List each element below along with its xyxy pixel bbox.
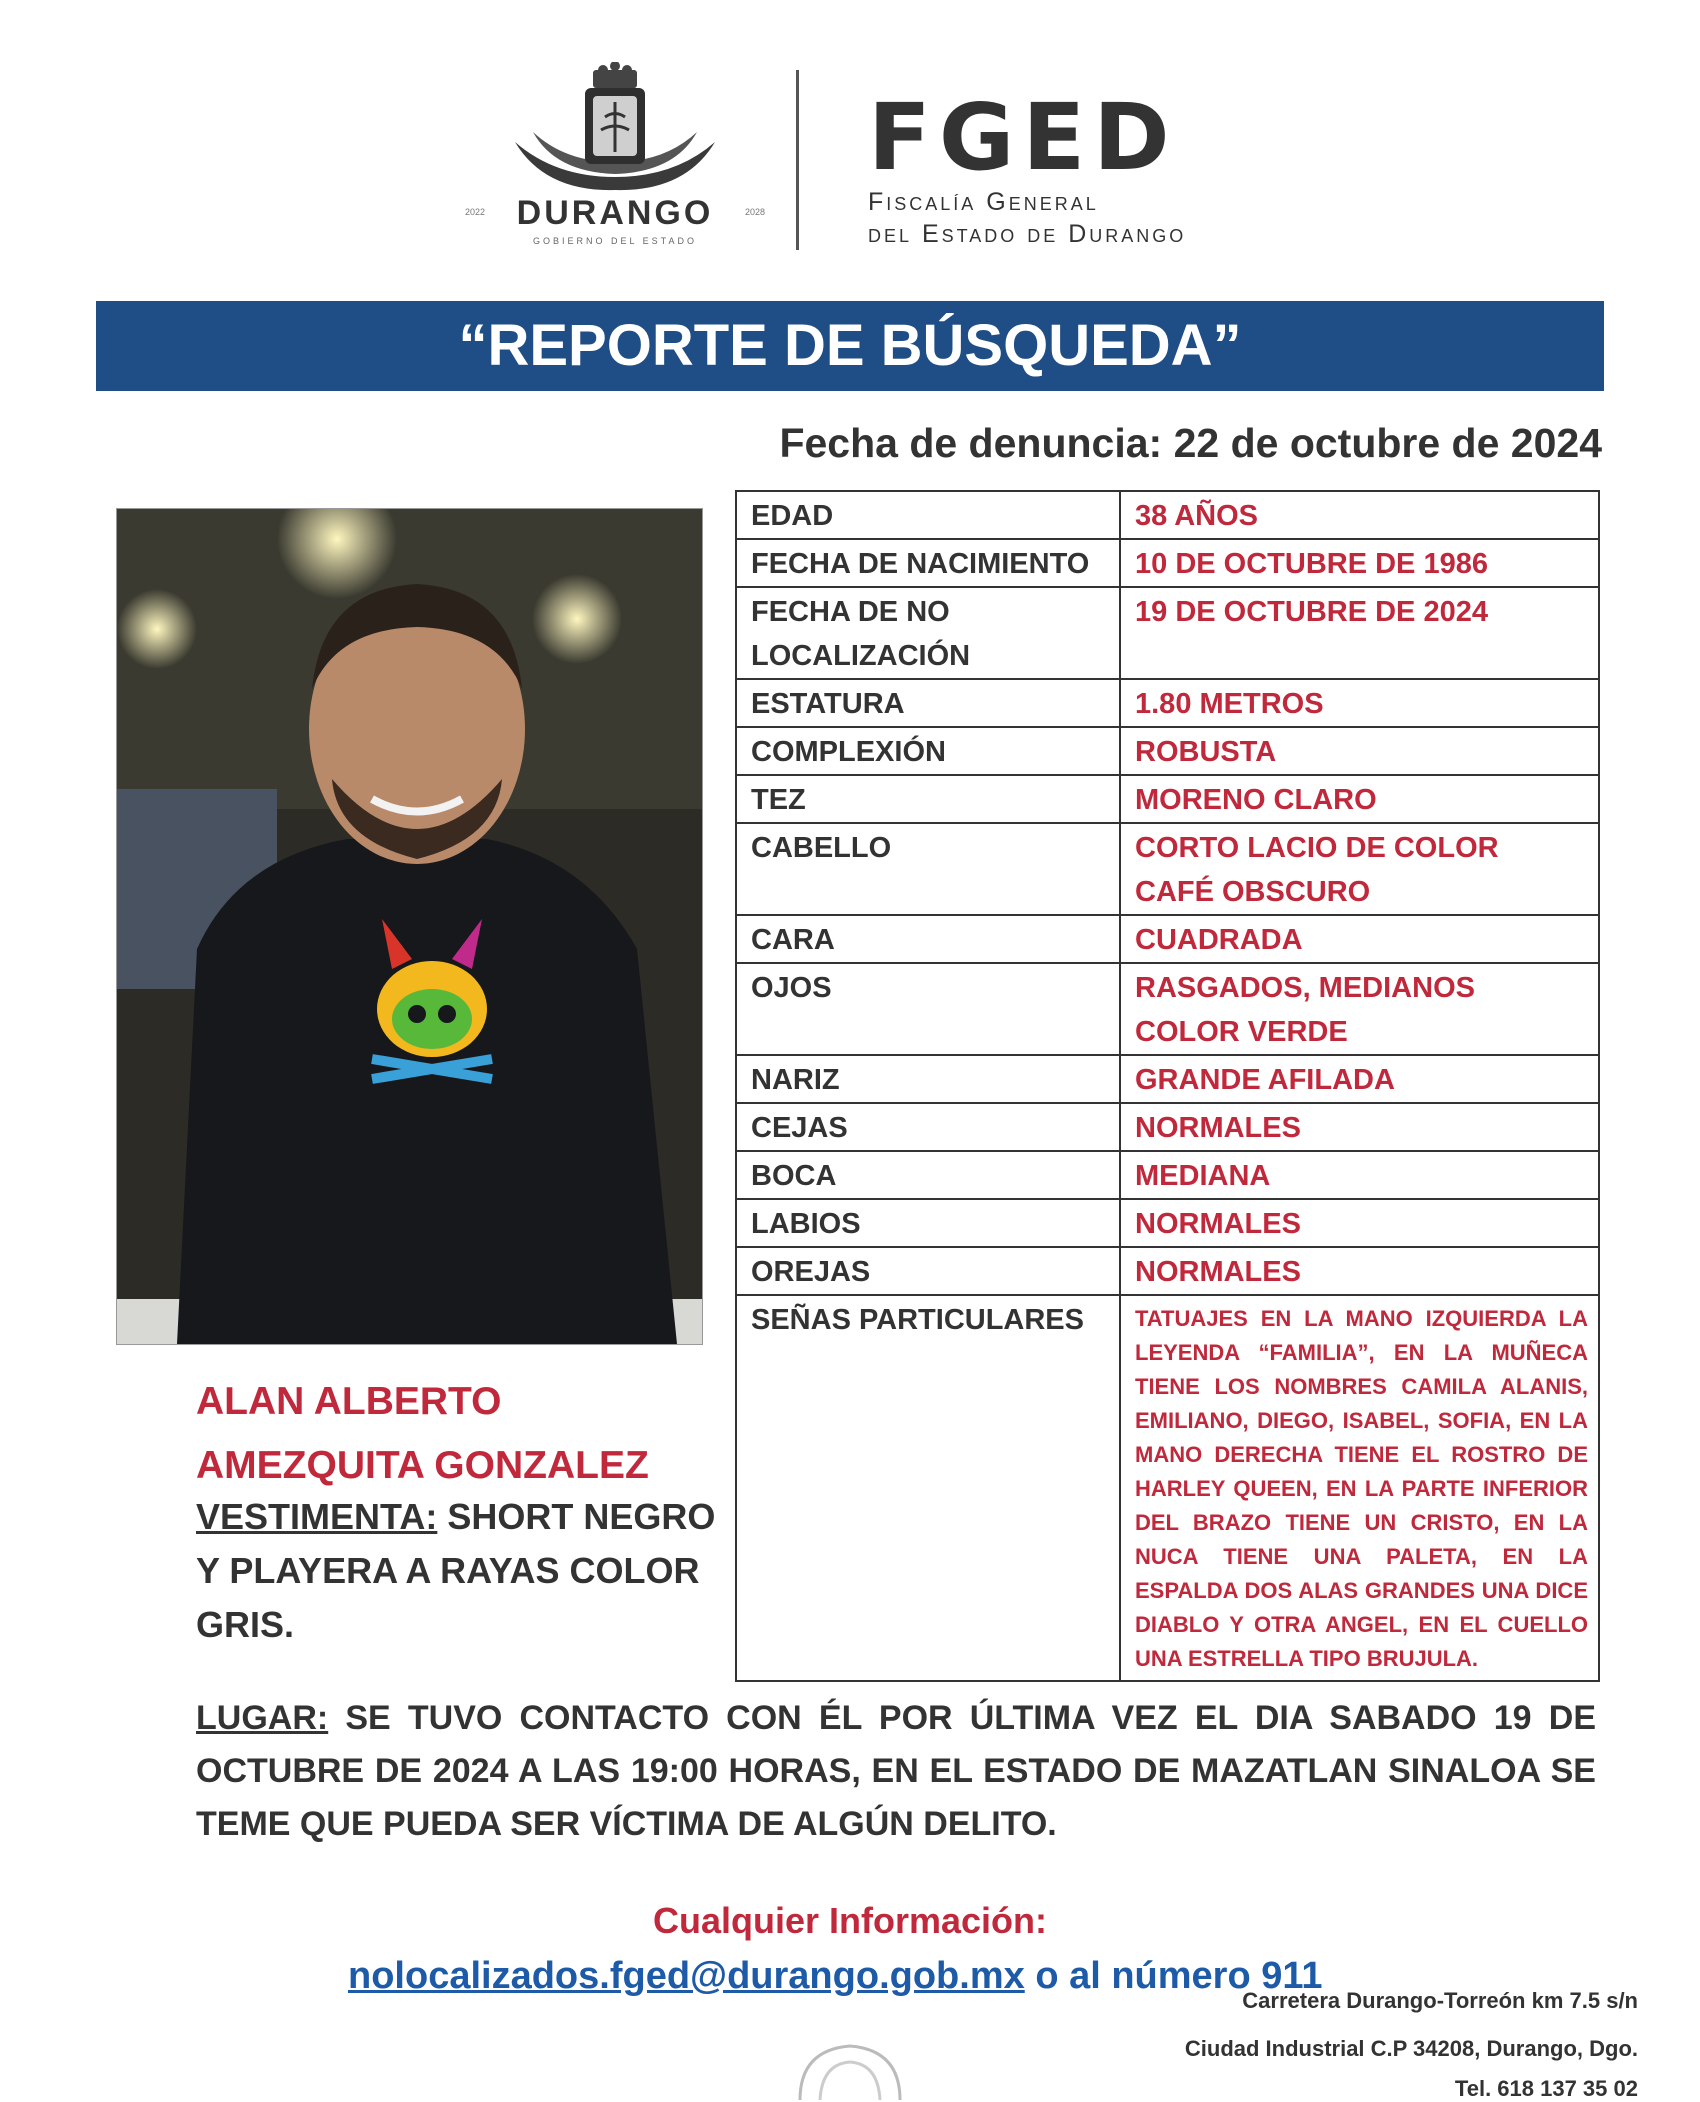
durango-crest-icon xyxy=(455,62,775,197)
row-value: NORMALES xyxy=(1120,1247,1599,1295)
row-value: 1.80 METROS xyxy=(1120,679,1599,727)
info-title: Cualquier Información: xyxy=(652,1900,1048,1941)
address-line1: Carretera Durango-Torreón km 7.5 s/n xyxy=(1242,1988,1638,2013)
row-label: CEJAS xyxy=(736,1103,1120,1151)
row-value: TATUAJES EN LA MANO IZQUIERDA LA LEYENDA “FAMILIA”, EN LA MUÑECA TIENE LOS NOMBRES CAMILA ALANIS, EMILIANO, DIEGO, ISABEL, SOFIA, EN LA MANO DERECHA TIENE EL ROSTRO DE HARLEY QUEEN, EN LA PARTE INFERIOR DEL BRAZO TIENE UN CRISTO, EN LA NUCA TIENE UNA PALETA, EN LA ESPALDA DOS ALAS GRANDES UNA DICE DIABLO Y OTRA ANGEL, EN EL CUELLO UNA ESTRELLA TIPO BRUJULA. xyxy=(1120,1295,1599,1681)
person-silhouette-icon xyxy=(117,509,702,1344)
table-row xyxy=(736,1247,1599,1295)
row-value: ROBUSTA xyxy=(1120,727,1599,775)
row-label: FECHA DE NO LOCALIZACIÓN xyxy=(736,587,1120,679)
fged-subtitle xyxy=(868,186,1186,250)
row-value: GRANDE AFILADA xyxy=(1120,1055,1599,1103)
person-photo xyxy=(116,508,703,1345)
durango-logo xyxy=(455,62,775,252)
row-value: NORMALES xyxy=(1120,1199,1599,1247)
row-value: CUADRADA xyxy=(1120,915,1599,963)
table-row xyxy=(736,915,1599,963)
row-label: SEÑAS PARTICULARES xyxy=(736,1295,1120,1681)
row-label: CABELLO xyxy=(736,823,1120,915)
contact-phone: o al número 911 xyxy=(1035,1955,1323,1997)
row-label: BOCA xyxy=(736,1151,1120,1199)
row-label: FECHA DE NACIMIENTO xyxy=(736,539,1120,587)
fecha-denuncia: Fecha de denuncia: 22 de octubre de 2024 xyxy=(779,420,1602,466)
description-table xyxy=(735,490,1600,1682)
durango-logo-subtitle: GOBIERNO DEL ESTADO xyxy=(532,236,698,246)
fged-subtitle-line2: del Estado de Durango xyxy=(868,220,1187,248)
row-label: EDAD xyxy=(736,491,1120,539)
fged-subtitle-line1: Fiscalía General xyxy=(868,188,1099,216)
logo-year-right: 2028 xyxy=(744,207,765,217)
vestimenta xyxy=(196,1490,716,1652)
table-row xyxy=(736,727,1599,775)
vestimenta-label: VESTIMENTA: xyxy=(196,1496,438,1537)
row-value: MEDIANA xyxy=(1120,1151,1599,1199)
row-value: MORENO CLARO xyxy=(1120,775,1599,823)
lugar-text: SE TUVO CONTACTO CON ÉL POR ÚLTIMA VEZ EL DIA SABADO 19 DE OCTUBRE DE 2024 A LAS 19:00 HORAS, EN EL ESTADO DE MAZATLAN SINALOA SE TEME QUE PUEDA SER VÍCTIMA DE ALGÚN DELITO. xyxy=(196,1699,1596,1843)
row-value: NORMALES xyxy=(1120,1103,1599,1151)
row-value: RASGADOS, MEDIANOS COLOR VERDE xyxy=(1120,963,1599,1055)
table-row xyxy=(736,963,1599,1055)
row-label: CARA xyxy=(736,915,1120,963)
vestimenta-value: SHORT NEGRO Y PLAYERA A RAYAS COLOR GRIS. xyxy=(196,1496,716,1645)
table-row xyxy=(736,1151,1599,1199)
table-row xyxy=(736,823,1599,915)
row-label: TEZ xyxy=(736,775,1120,823)
row-label: COMPLEXIÓN xyxy=(736,727,1120,775)
table-row xyxy=(736,587,1599,679)
contact-line xyxy=(348,1955,1323,1998)
row-label: ESTATURA xyxy=(736,679,1120,727)
table-row xyxy=(736,491,1599,539)
report-title-banner: “REPORTE DE BÚSQUEDA” xyxy=(96,301,1604,391)
row-label: OJOS xyxy=(736,963,1120,1055)
row-value: 10 DE OCTUBRE DE 1986 xyxy=(1120,539,1599,587)
row-label: NARIZ xyxy=(736,1055,1120,1103)
seal-icon xyxy=(790,2040,910,2100)
person-name-line2: AMEZQUITA GONZALEZ xyxy=(196,1444,649,1487)
table-row xyxy=(736,1055,1599,1103)
durango-logo-text: DURANGO xyxy=(516,194,714,232)
table-row xyxy=(736,539,1599,587)
table-row xyxy=(736,679,1599,727)
table-row xyxy=(736,1199,1599,1247)
address-line2: Ciudad Industrial C.P 34208, Durango, Dgo. xyxy=(1184,2036,1638,2061)
telephone: Tel. 618 137 35 02 xyxy=(1454,2076,1638,2101)
lugar-paragraph xyxy=(196,1692,1596,1851)
table-row xyxy=(736,1295,1599,1681)
header-divider xyxy=(796,70,799,250)
row-label: LABIOS xyxy=(736,1199,1120,1247)
person-name-line1: ALAN ALBERTO xyxy=(196,1380,502,1423)
lugar-label: LUGAR: xyxy=(196,1699,329,1737)
table-row xyxy=(736,1103,1599,1151)
fged-title: FGED xyxy=(868,84,1178,191)
logo-year-left: 2022 xyxy=(465,207,486,217)
row-value: 19 DE OCTUBRE DE 2024 xyxy=(1120,587,1599,679)
contact-email-link[interactable]: nolocalizados.fged@durango.gob.mx xyxy=(348,1955,1025,1997)
row-value: 38 AÑOS xyxy=(1120,491,1599,539)
table-row xyxy=(736,775,1599,823)
row-label: OREJAS xyxy=(736,1247,1120,1295)
person-name xyxy=(196,1370,649,1498)
row-value: CORTO LACIO DE COLOR CAFÉ OBSCURO xyxy=(1120,823,1599,915)
